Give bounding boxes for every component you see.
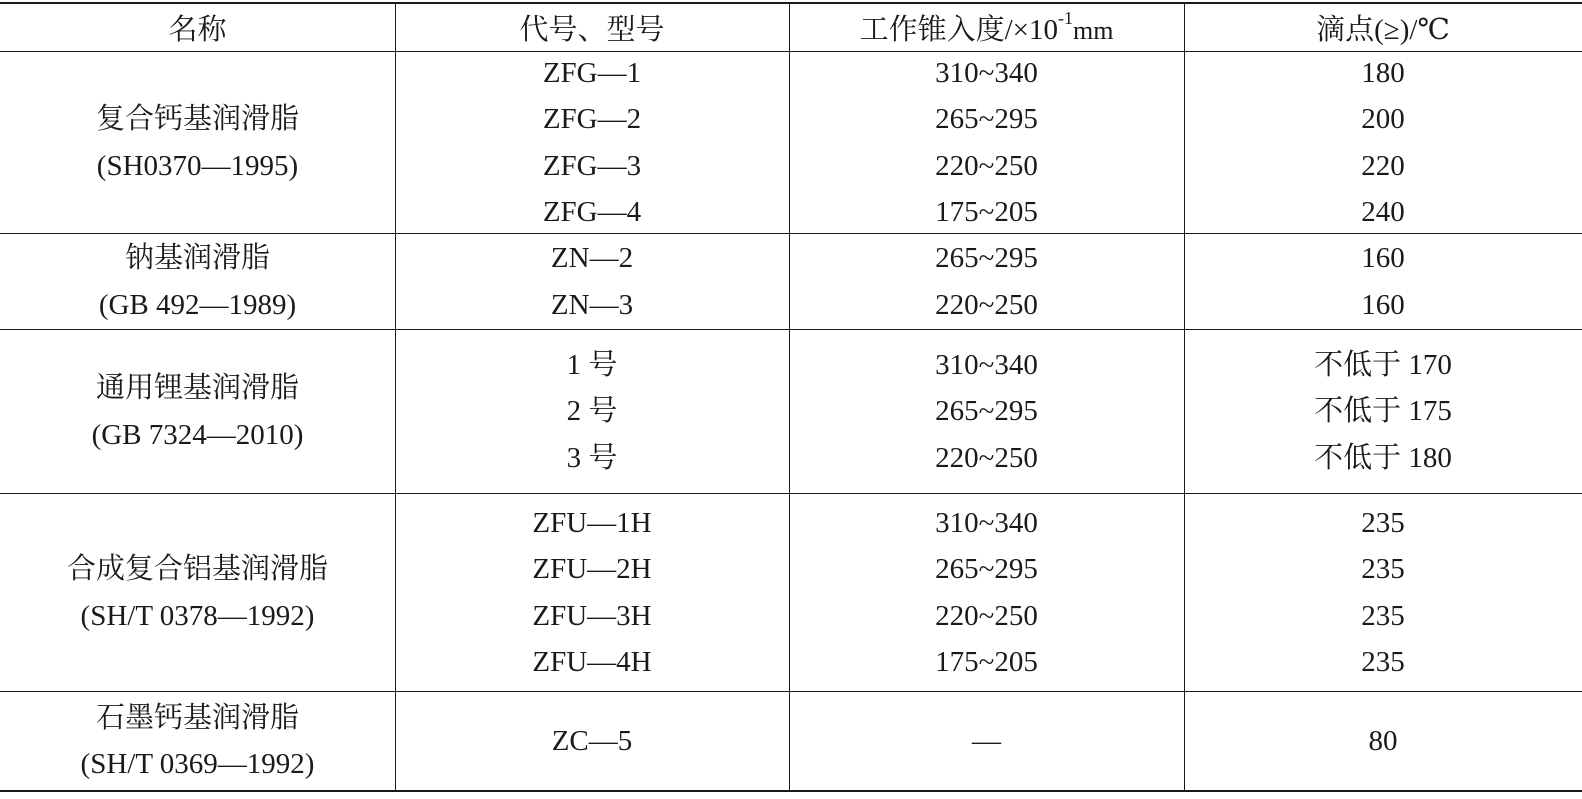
dropping-point-value: 160	[1361, 242, 1405, 274]
group-penetration-cell	[789, 52, 1184, 233]
penetration-value: 265~295	[935, 103, 1038, 135]
code-value: ZC—5	[551, 724, 633, 757]
dropping-point-value: 不低于 170	[1314, 348, 1452, 381]
penetration-value: 220~250	[935, 288, 1038, 321]
dropping-point-value: 80	[1368, 724, 1398, 757]
group-codes-cell	[395, 494, 789, 691]
grease-name: 复合钙基润滑脂	[95, 103, 299, 135]
code-value: 3 号	[566, 441, 618, 474]
code-value: ZFU—1H	[532, 506, 652, 539]
penetration-value: —	[972, 724, 1001, 757]
group-name-cell	[0, 234, 395, 329]
code-value: ZN—2	[550, 242, 634, 274]
grease-standard: (SH0370—1995)	[96, 149, 299, 182]
grease-name: 钠基润滑脂	[124, 242, 270, 274]
penetration-value: 175~205	[935, 646, 1038, 678]
grease-name: 石墨钙基润滑脂	[95, 701, 299, 734]
penetration-value: 220~250	[935, 441, 1038, 474]
dropping-point-value: 不低于 175	[1314, 395, 1452, 428]
group-name-cell	[0, 692, 395, 790]
penetration-value: 265~295	[935, 553, 1038, 585]
group-codes-cell	[395, 692, 789, 790]
group-penetration-cell	[789, 494, 1184, 691]
code-value: ZFG—2	[542, 103, 642, 135]
penetration-value: 265~295	[935, 395, 1038, 428]
penetration-value: 220~250	[935, 599, 1038, 632]
grease-standard: (SH/T 0369—1992)	[80, 748, 315, 780]
penetration-value: 220~250	[935, 149, 1038, 182]
code-value: ZN—3	[550, 288, 634, 321]
header-dropping-point: 滴点(≥)/℃	[1316, 14, 1450, 46]
group-dropping-cell	[1184, 234, 1582, 329]
penetration-value: 265~295	[935, 242, 1038, 274]
code-value: ZFU—3H	[532, 599, 652, 632]
dropping-point-value: 240	[1361, 196, 1405, 228]
group-name-cell	[0, 330, 395, 493]
group-penetration-cell	[789, 234, 1184, 329]
group-dropping-cell	[1184, 692, 1582, 790]
code-value: ZFG—3	[542, 149, 642, 182]
table-bottom-rule	[0, 790, 1582, 792]
group-dropping-cell	[1184, 494, 1582, 691]
code-value: ZFG—1	[542, 56, 642, 89]
dropping-point-value: 235	[1361, 553, 1405, 585]
header-code: 代号、型号	[519, 14, 665, 46]
code-value: ZFU—4H	[532, 646, 652, 678]
dropping-point-value: 180	[1361, 56, 1405, 89]
grease-standard: (GB 7324—2010)	[91, 418, 304, 451]
group-codes-cell	[395, 330, 789, 493]
header-penetration-label: 工作锥入度$/\times 10^{-1}mm$	[859, 8, 1114, 46]
dropping-point-value: 160	[1361, 288, 1405, 321]
group-name-cell	[0, 494, 395, 691]
group-dropping-cell	[1184, 330, 1582, 493]
group-name-cell	[0, 52, 395, 233]
penetration-value: 175~205	[935, 196, 1038, 228]
header-penetration	[789, 4, 1184, 51]
dropping-point-value: 235	[1361, 506, 1405, 539]
dropping-point-value: 235	[1361, 646, 1405, 678]
dropping-point-value: 235	[1361, 599, 1405, 632]
dropping-point-value: 不低于 180	[1314, 441, 1452, 474]
penetration-value: 310~340	[935, 348, 1038, 381]
grease-name: 合成复合铝基润滑脂	[66, 553, 328, 585]
code-value: ZFU—2H	[532, 553, 652, 585]
header-name: 名称	[168, 14, 227, 46]
group-codes-cell	[395, 52, 789, 233]
code-value: 1 号	[566, 348, 618, 381]
code-value: ZFG—4	[542, 196, 642, 228]
group-penetration-cell	[789, 692, 1184, 790]
grease-name: 通用锂基润滑脂	[95, 372, 299, 404]
group-codes-cell	[395, 234, 789, 329]
grease-standard: (GB 492—1989)	[98, 288, 297, 321]
group-penetration-cell	[789, 330, 1184, 493]
penetration-value: 310~340	[935, 506, 1038, 539]
code-value: 2 号	[566, 395, 618, 428]
dropping-point-value: 220	[1361, 149, 1405, 182]
grease-standard: (SH/T 0378—1992)	[80, 599, 315, 632]
group-dropping-cell	[1184, 52, 1582, 233]
penetration-value: 310~340	[935, 56, 1038, 89]
dropping-point-value: 200	[1361, 103, 1405, 135]
